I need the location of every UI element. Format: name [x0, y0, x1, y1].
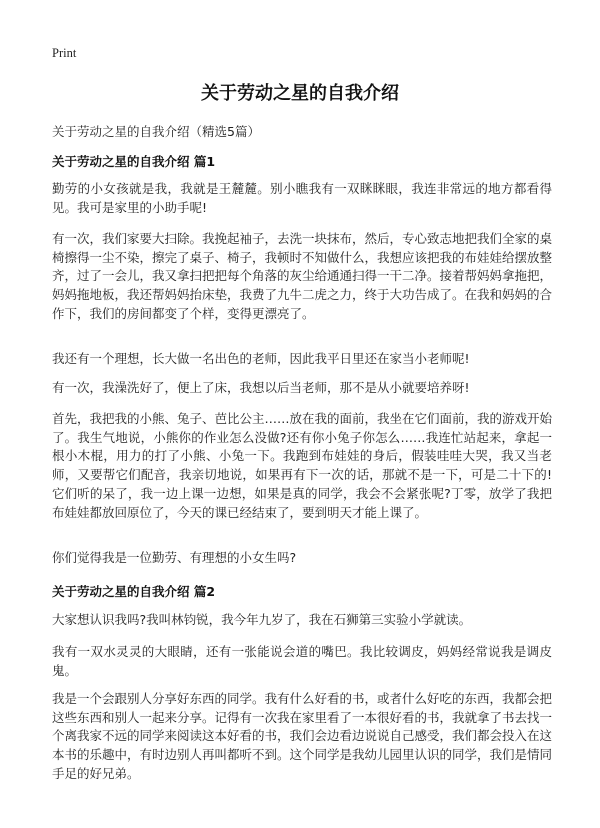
- document-subtitle: 关于劳动之星的自我介绍（精选5篇）: [52, 124, 260, 139]
- paragraph: 大家想认识我吗?我叫林钧锐，我今年九岁了，我在石狮第三实验小学就读。: [52, 612, 472, 627]
- section-heading-1: 关于劳动之星的自我介绍 篇1: [52, 154, 216, 169]
- paragraph: 有一次，我澡洗好了，便上了床，我想以后当老师，那不是从小就要培养呀!: [52, 380, 470, 395]
- paragraph: 我是一个会跟别人分享好东西的同学。我有什么好看的书，或者什么好吃的东西，我都会把这些东西和别人一起来分享。记得有一次我在家里看了一本很好看的书，我就拿了书去找一个离我家不远的同学来阅读这本好看的书，我们会边看边说说自己感受，我们都会投入在这本书的乐趣中，有时边别人再叫都听不到。这个同学是我幼儿园里认识的同学，我们是情同手足的好兄弟。: [52, 691, 553, 781]
- print-label: Print: [52, 46, 77, 60]
- section-heading-2: 关于劳动之星的自我介绍 篇2: [52, 584, 216, 599]
- document-title: 关于劳动之星的自我介绍: [201, 83, 399, 104]
- paragraph: 我有一双水灵灵的大眼睛，还有一张能说会道的嘴巴。我比较调皮，妈妈经常说我是调皮鬼。: [52, 644, 552, 678]
- paragraph: 我还有一个理想，长大做一名出色的老师，因此我平日里还在家当小老师呢!: [52, 351, 470, 366]
- paragraph: 你们觉得我是一位勤劳、有理想的小女生吗?: [52, 550, 297, 565]
- paragraph: 有一次，我们家要大扫除。我挽起袖子，去洗一块抹布，然后，专心致志地把我们全家的桌椅擦得一尘不染，擦完了桌子、椅子，我顿时不知做什么，我想应该把我的布娃娃给摆放整齐，过了一会儿，我又拿扫把把每个角落的灰尘给通通扫得一干二净。接着帮妈妈拿拖把，妈妈拖地板，我还帮妈妈抬床垫，我费了九牛二虎之力，终于大功告成了。在我和妈妈的合作下，我们的房间都变了个样，变得更漂亮了。: [52, 231, 553, 321]
- paragraph: 勤劳的小女孩就是我，我就是王麓麓。别小瞧我有一双眯眯眼，我连非常远的地方都看得见。我可是家里的小助手呢!: [52, 181, 552, 215]
- paragraph: 首先，我把我的小熊、兔子、芭比公主……放在我的面前，我坐在它们面前，我的游戏开始了。我生气地说，小熊你的作业怎么没做?还有你小兔子你怎么……我连忙站起来，拿起一根小木棍，用力的打了小熊、小兔一下。我跑到布娃娃的身后，假装哇哇大哭，我又当老师，又要帮它们配音，我亲切地说，如果再有下一次的话，那就不是一下，可是二十下的!它们听的呆了，我一边上课一边想，如果是真的同学，我会不会紧张呢?丁零，放学了我把布娃娃都放回原位了，今天的课已经结束了，要到明天才能上课了。: [52, 411, 553, 520]
